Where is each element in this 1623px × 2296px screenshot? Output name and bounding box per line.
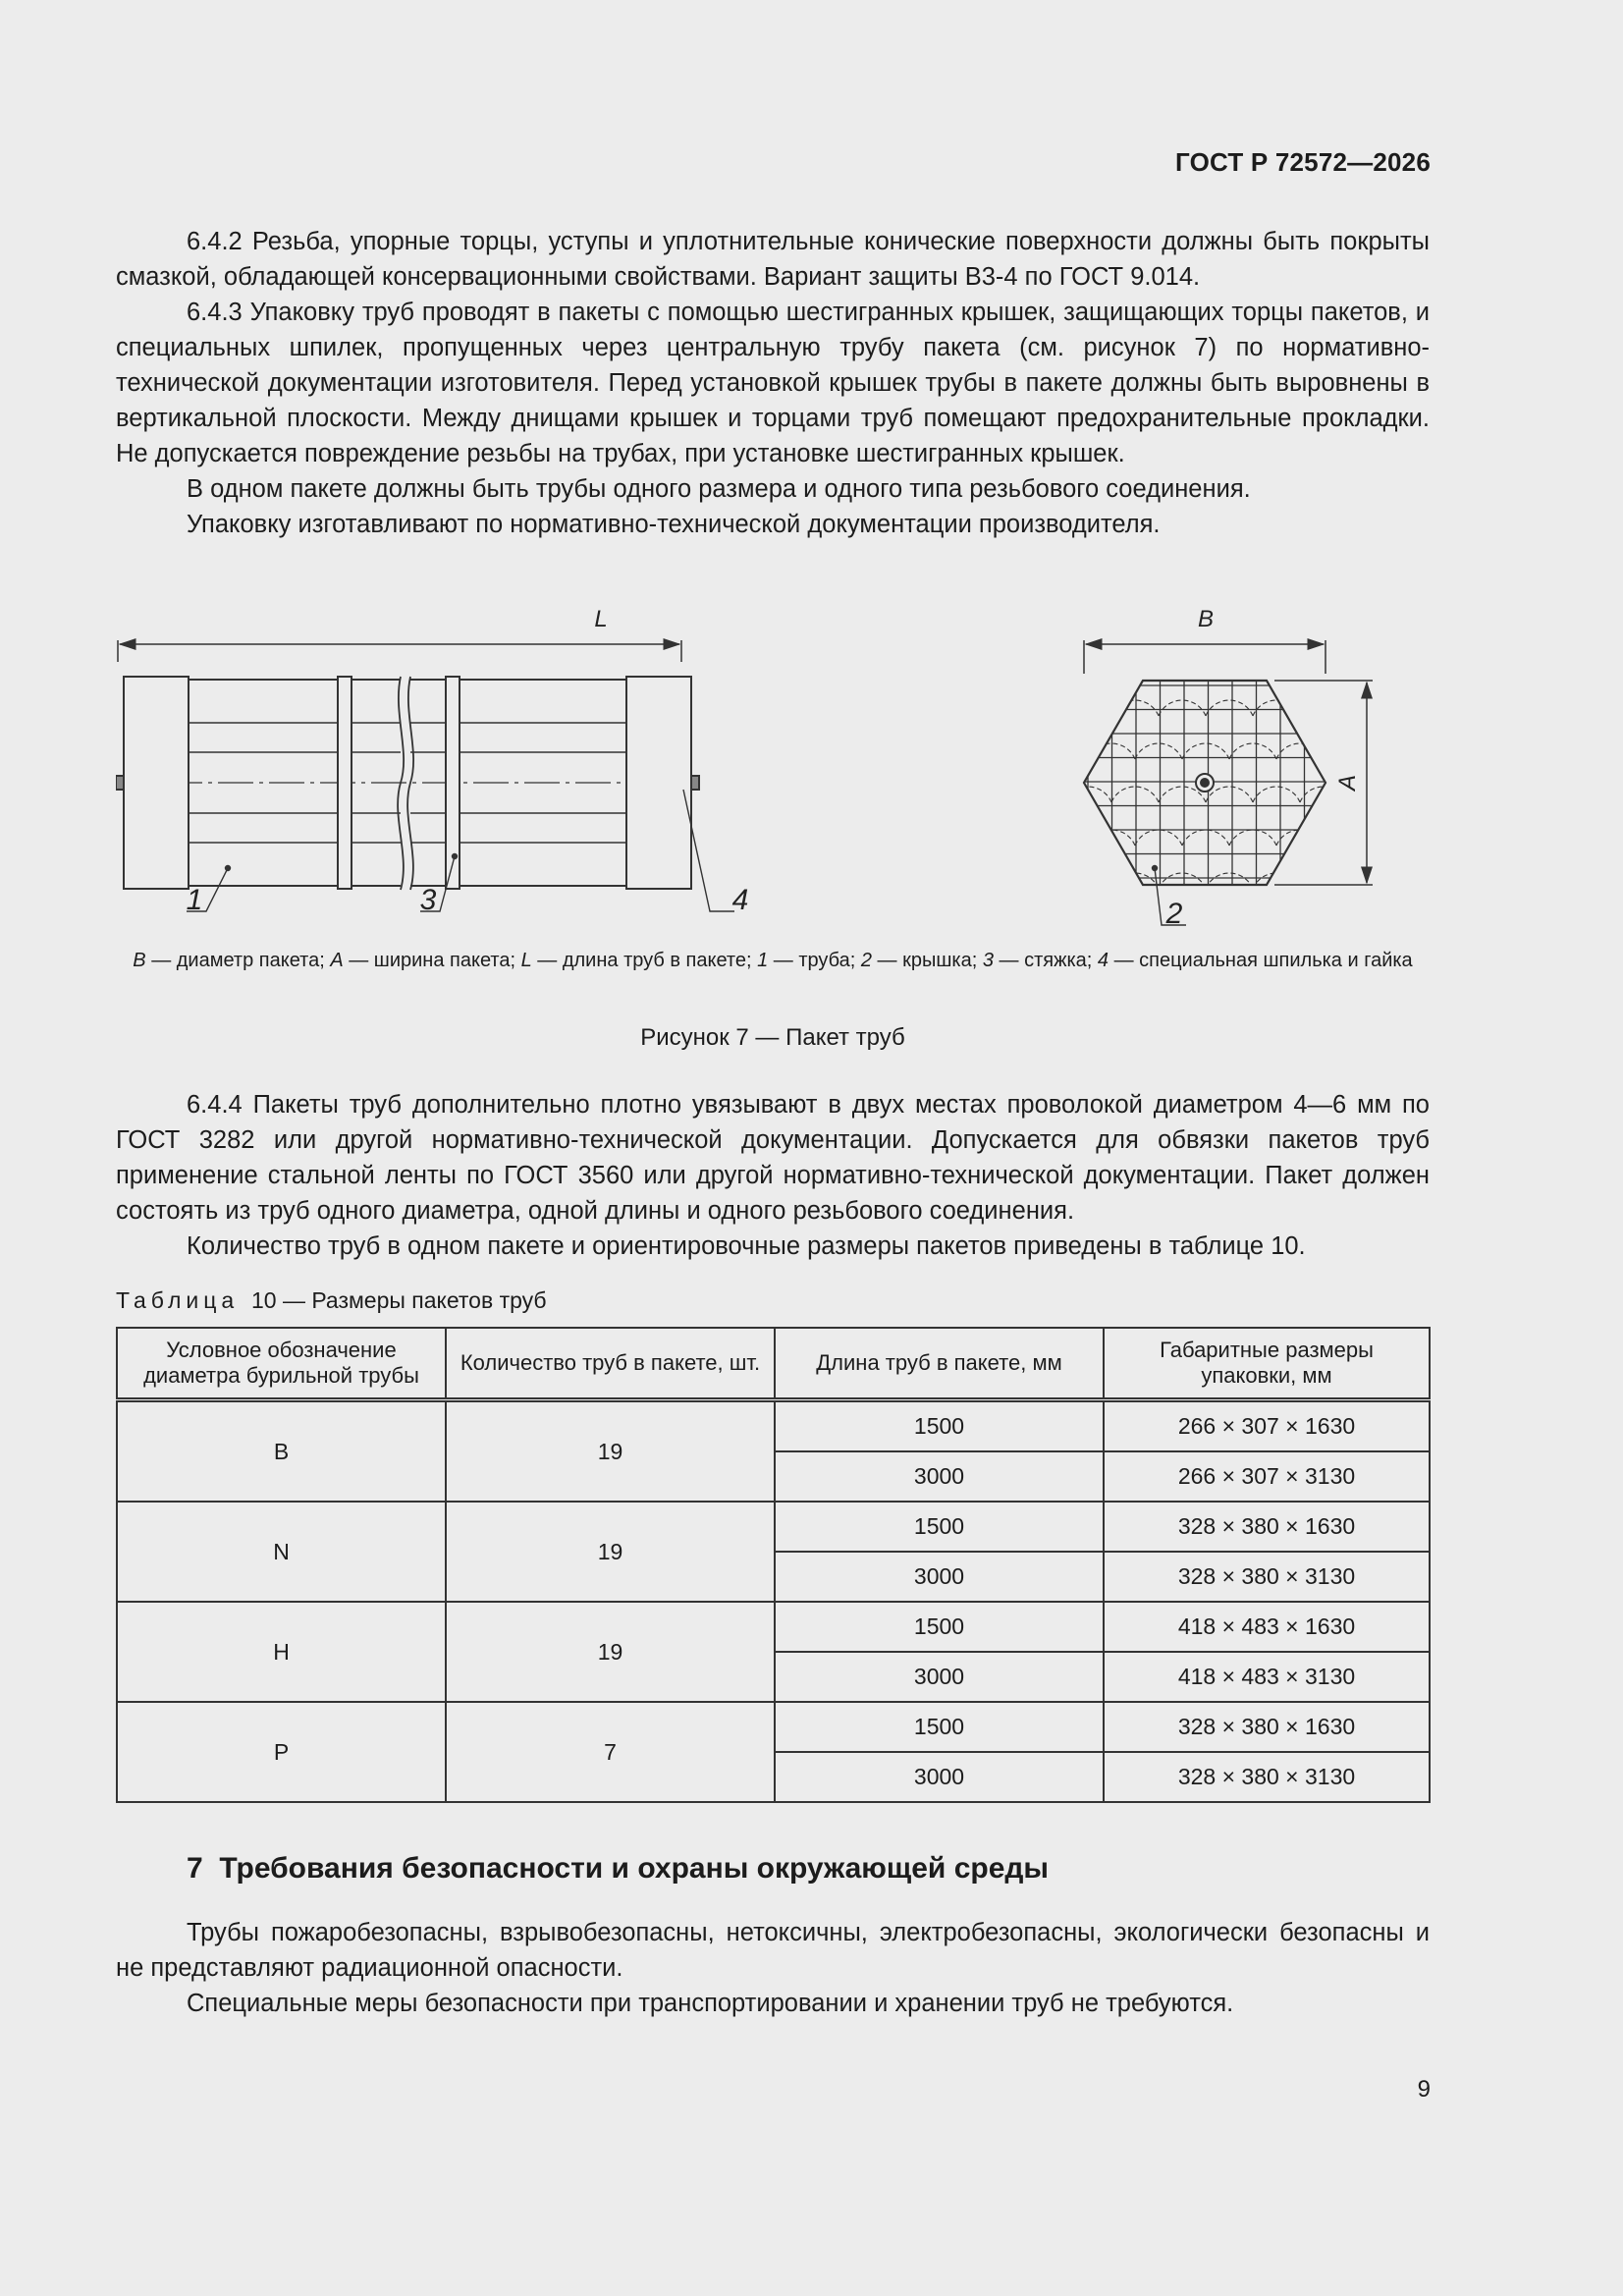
cell-count: 19 bbox=[446, 1400, 775, 1503]
paragraph-6-4-2: 6.4.2 Резьба, упорные торцы, уступы и уплотнительные конические поверхности должны быть покрыты смазкой, обладающей консервационными свойствами. Вариант защиты В3-4 по ГОСТ 9.014. bbox=[116, 228, 1430, 291]
paragraph-packaging-docs: Упаковку изготавливают по нормативно-технической документации производителя. bbox=[187, 511, 1161, 538]
pipe-package-table bbox=[116, 1327, 1431, 1803]
table-title-word: Таблица bbox=[116, 1287, 240, 1313]
middle-text-block bbox=[116, 1087, 1430, 1264]
cell-size: 418 × 483 × 3130 bbox=[1104, 1652, 1430, 1702]
header-designation: Условное обозначение диаметра бурильной трубы bbox=[117, 1328, 446, 1400]
legend-text: — диаметр пакета; bbox=[145, 950, 331, 971]
header-size: Габаритные размеры упаковки, мм bbox=[1104, 1328, 1430, 1400]
legend-text: — длина труб в пакете; bbox=[531, 950, 758, 971]
side-view bbox=[116, 640, 699, 890]
end-view bbox=[1064, 640, 1373, 892]
cell-size: 418 × 483 × 1630 bbox=[1104, 1602, 1430, 1652]
dimension-label-L: L bbox=[594, 606, 608, 632]
callout-1: 1 bbox=[186, 884, 203, 916]
legend-symbol: 4 bbox=[1097, 950, 1109, 971]
header-count: Количество труб в пакете, шт. bbox=[446, 1328, 775, 1400]
document-header: ГОСТ Р 72572—2026 bbox=[1175, 147, 1431, 177]
cell-size: 328 × 380 × 3130 bbox=[1104, 1552, 1430, 1602]
dimension-label-B: B bbox=[1197, 606, 1215, 632]
cell-size: 266 × 307 × 1630 bbox=[1104, 1400, 1430, 1452]
paragraph-6-4-4: 6.4.4 Пакеты труб дополнительно плотно увязывают в двух местах проволокой диаметром 4—6 мм по ГОСТ 3282 или другой нормативно-технической документации. Допускается для обвязки пакетов труб применение стальной ленты по ГОСТ 3560 или другой нормативно-технической документации. Пакет должен состоять из труб одного диаметра, одной длины и одного резьбового соединения. bbox=[116, 1091, 1430, 1225]
cell-designation: N bbox=[117, 1502, 446, 1602]
cell-count: 7 bbox=[446, 1702, 775, 1802]
cell-size: 328 × 380 × 3130 bbox=[1104, 1752, 1430, 1802]
cell-length: 1500 bbox=[775, 1400, 1104, 1452]
cell-size: 266 × 307 × 3130 bbox=[1104, 1451, 1430, 1502]
paragraph-safety: Трубы пожаробезопасны, взрывобезопасны, нетоксичны, электробезопасны, экологически безопасны и не представляют радиационной опасности. bbox=[116, 1919, 1430, 1982]
cell-length: 1500 bbox=[775, 1502, 1104, 1552]
legend-symbol: 1 bbox=[757, 950, 769, 971]
table-row bbox=[117, 1702, 1430, 1752]
legend-symbol: B bbox=[133, 950, 146, 971]
pipe-package-drawing bbox=[116, 605, 1432, 939]
cell-length: 1500 bbox=[775, 1602, 1104, 1652]
legend-text: — крышка; bbox=[872, 950, 983, 971]
paragraph-table-ref: Количество труб в одном пакете и ориентировочные размеры пакетов приведены в таблице 10. bbox=[187, 1232, 1306, 1260]
legend-symbol: L bbox=[520, 950, 532, 971]
legend-text: — ширина пакета; bbox=[343, 950, 521, 971]
cell-length: 3000 bbox=[775, 1451, 1104, 1502]
figure-legend bbox=[116, 949, 1430, 972]
legend-symbol: 2 bbox=[860, 950, 872, 971]
cell-count: 19 bbox=[446, 1602, 775, 1702]
legend-symbol: 3 bbox=[982, 950, 994, 971]
page-number: 9 bbox=[1417, 2076, 1431, 2103]
cell-size: 328 × 380 × 1630 bbox=[1104, 1702, 1430, 1752]
cell-length: 3000 bbox=[775, 1752, 1104, 1802]
table-title-rest: 10 — Размеры пакетов труб bbox=[239, 1287, 547, 1313]
cell-designation: B bbox=[117, 1400, 446, 1503]
table-row bbox=[117, 1602, 1430, 1652]
cell-designation: H bbox=[117, 1602, 446, 1702]
callout-4: 4 bbox=[731, 884, 749, 916]
cell-designation: P bbox=[117, 1702, 446, 1802]
section-7-text bbox=[116, 1915, 1430, 2021]
legend-symbol: A bbox=[330, 950, 344, 971]
callout-2: 2 bbox=[1165, 898, 1183, 930]
table-title bbox=[116, 1287, 547, 1314]
header-length: Длина труб в пакете, мм bbox=[775, 1328, 1104, 1400]
paragraph-safety-measures: Специальные меры безопасности при транспортировании и хранении труб не требуются. bbox=[187, 1990, 1234, 2017]
cell-count: 19 bbox=[446, 1502, 775, 1602]
table-row bbox=[117, 1400, 1430, 1452]
figure-caption: Рисунок 7 — Пакет труб bbox=[640, 1024, 905, 1051]
section-7-title: 7 Требования безопасности и охраны окружающей среды bbox=[187, 1852, 1050, 1885]
top-text-block bbox=[116, 224, 1430, 542]
legend-text: — труба; bbox=[768, 950, 861, 971]
figure-pipe-package bbox=[116, 605, 1432, 939]
cell-length: 3000 bbox=[775, 1652, 1104, 1702]
table-row bbox=[117, 1502, 1430, 1552]
dimension-label-A: A bbox=[1334, 774, 1361, 792]
legend-text: — стяжка; bbox=[993, 950, 1098, 971]
paragraph-single-size: В одном пакете должны быть трубы одного размера и одного типа резьбового соединения. bbox=[187, 475, 1251, 503]
callout-3: 3 bbox=[419, 884, 437, 916]
cell-length: 3000 bbox=[775, 1552, 1104, 1602]
cell-size: 328 × 380 × 1630 bbox=[1104, 1502, 1430, 1552]
paragraph-6-4-3: 6.4.3 Упаковку труб проводят в пакеты с помощью шестигранных крышек, защищающих торцы пакетов, и специальных шпилек, пропущенных через центральную трубу пакета (см. рисунок 7) по нормативно-технической документации изготовителя. Перед установкой крышек трубы в пакете должны быть выровнены в вертикальной плоскости. Между днищами крышек и торцами труб помещают предохранительные прокладки. Не допускается повреждение резьбы на трубах, при установке шестигранных крышек. bbox=[116, 299, 1430, 467]
table-header-row bbox=[117, 1328, 1430, 1400]
cell-length: 1500 bbox=[775, 1702, 1104, 1752]
legend-text: — специальная шпилька и гайка bbox=[1109, 950, 1413, 971]
